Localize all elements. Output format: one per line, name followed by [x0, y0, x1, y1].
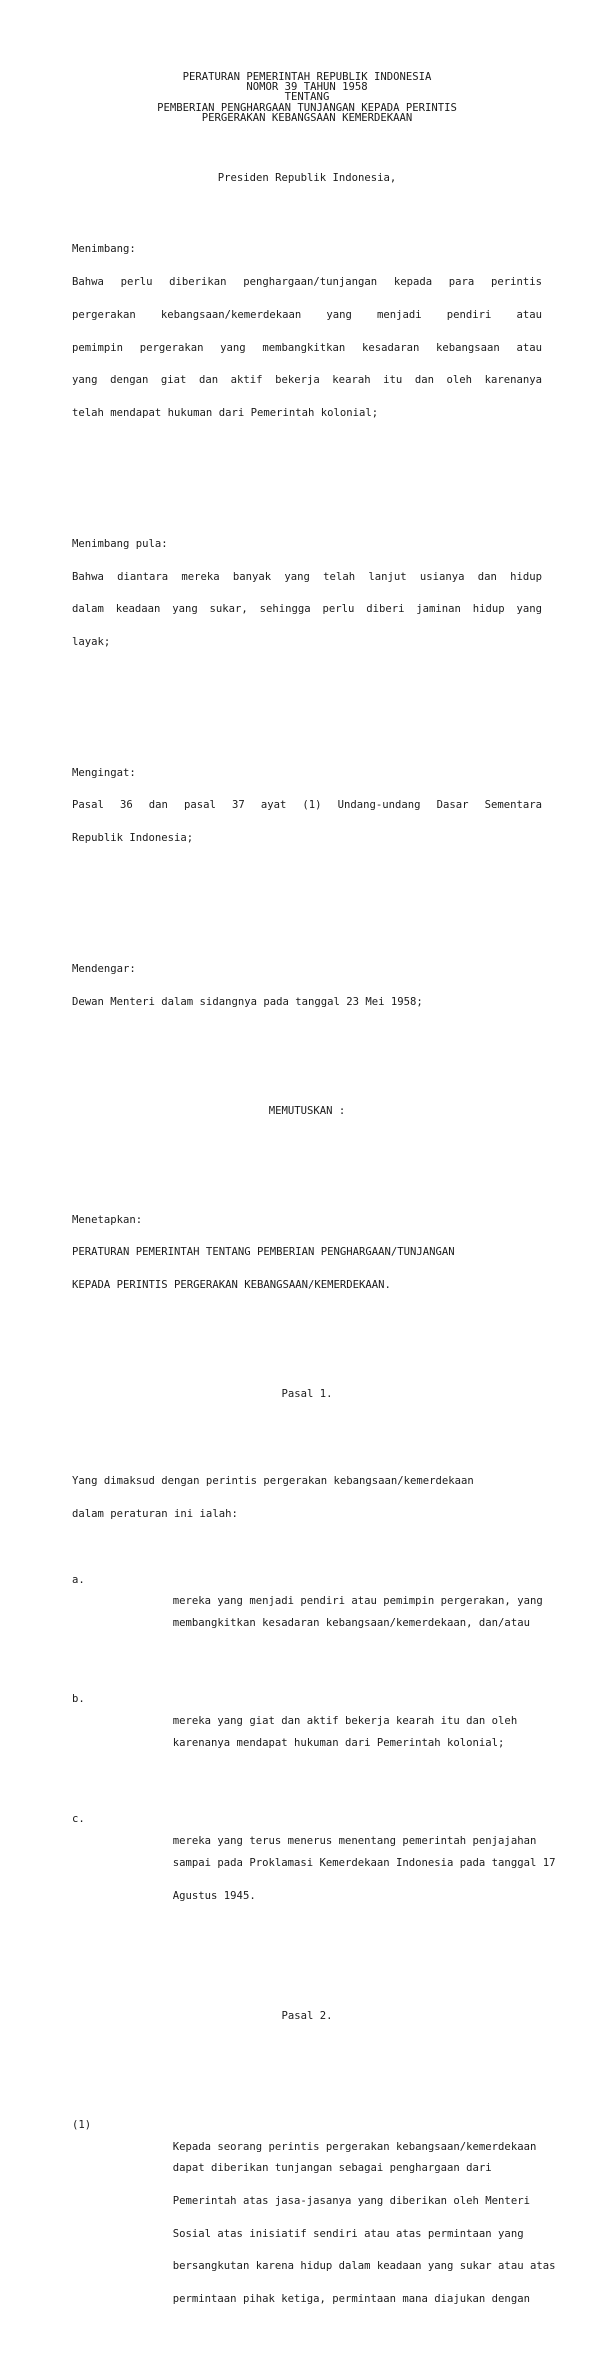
spacer	[72, 691, 542, 702]
spacer	[72, 1138, 542, 1149]
list-marker: b.	[72, 1693, 85, 1706]
list-item-line: bersangkutan karena hidup dalam keadaan yang sukar atau atas	[172, 2260, 556, 2273]
memutuskan-heading: MEMUTUSKAN :	[268, 1104, 346, 1117]
section-mendengar	[72, 942, 542, 1029]
list-item-line: membangkitkan kesadaran kebangsaan/kemerdekaan, dan/atau	[172, 1617, 530, 1630]
paragraph-line: KEPADA PERINTIS PERGERAKAN KEBANGSAAN/KEMERDEKAAN.	[72, 1279, 391, 1292]
section-menetapkan	[72, 1193, 542, 1313]
section-pasal-2	[72, 2076, 556, 2338]
paragraph-line: pergerakan kebangsaan/kemerdekaan yang menjadi pendiri atau	[72, 308, 542, 321]
spacer	[72, 1422, 542, 1433]
spacer	[72, 462, 542, 473]
section-label: Menetapkan:	[72, 1213, 143, 1226]
list-item-line: sampai pada Proklamasi Kemerdekaan Indonesia pada tanggal 17	[172, 1857, 556, 1870]
title-line: PERGERAKAN KEBANGSAAN KEMERDEKAAN	[201, 111, 413, 124]
list-item-line: karenanya mendapat hukuman dari Pemerintah kolonial;	[172, 1737, 505, 1750]
list-item-line: permintaan pihak ketiga, permintaan mana diajukan dengan	[172, 2293, 530, 2306]
spacer	[72, 1335, 542, 1346]
section-menimbang	[72, 223, 542, 441]
paragraph-line: Republik Indonesia;	[72, 832, 194, 845]
paragraph-line: yang dengan giat dan aktif bekerja kearah itu dan oleh karenanya	[72, 374, 542, 387]
pasal-1-heading: Pasal 1.	[281, 1388, 333, 1401]
list-item-line: mereka yang giat dan aktif bekerja kearah itu dan oleh	[172, 1715, 518, 1728]
title-line: PERATURAN PEMERINTAH REPUBLIK INDONESIA	[182, 71, 432, 83]
list-item-line: mereka yang terus menerus menentang pemerintah penjajahan	[172, 1835, 537, 1848]
title-line: PEMBERIAN PENGHARGAAN TUNJANGAN KEPADA PERINTIS	[157, 101, 457, 114]
section-mengingat	[72, 746, 542, 866]
list-marker: a.	[72, 1573, 85, 1586]
title-line: NOMOR 39 TAHUN 1958	[246, 81, 368, 94]
list-marker: (1)	[72, 2118, 92, 2131]
section-label: Mendengar:	[72, 963, 136, 975]
section-label: Menimbang:	[72, 243, 136, 256]
paragraph-line: layak;	[72, 635, 111, 648]
issuer-text: Presiden Republik Indonesia,	[217, 171, 397, 184]
spacer	[72, 888, 542, 899]
paragraph-line: Yang dimaksud dengan perintis pergerakan kebangsaan/kemerdekaan	[72, 1475, 474, 1488]
title-line: TENTANG	[284, 91, 330, 104]
spacer	[72, 2043, 542, 2054]
list-item-1	[72, 2098, 556, 2316]
list-item-line: Sosial atas inisiatif sendiri atau atas permintaan yang	[172, 2227, 524, 2240]
section-label: Mengingat:	[72, 766, 136, 779]
section-menimbang-pula	[72, 517, 542, 670]
section-label: Menimbang pula:	[72, 537, 168, 550]
list-item-line: Pemerintah atas jasa-jasanya yang diberikan oleh Menteri	[172, 2195, 530, 2208]
spacer	[72, 1051, 542, 1062]
spacer	[72, 1956, 542, 1967]
pasal-2-heading: Pasal 2.	[281, 2009, 333, 2022]
paragraph-line: dalam peraturan ini ialah:	[72, 1508, 238, 1521]
list-item-line: Kepada seorang perintis pergerakan kebangsaan/kemerdekaan	[172, 2140, 537, 2153]
list-item-line: mereka yang menjadi pendiri atau pemimpin pergerakan, yang	[172, 1595, 543, 1608]
paragraph-line: Bahwa perlu diberikan penghargaan/tunjangan kepada para perintis	[72, 276, 542, 289]
list-item-line: dapat diberikan tunjangan sebagai penghargaan dari	[172, 2162, 492, 2175]
list-marker: c.	[72, 1813, 85, 1826]
list-item-b	[72, 1673, 542, 1760]
paragraph-line: Pasal 36 dan pasal 37 ayat (1) Undang-undang Dasar Sementara	[72, 799, 542, 812]
section-pasal-1	[72, 1455, 556, 1935]
paragraph-line: Bahwa diantara mereka banyak yang telah lanjut usianya dan hidup	[72, 570, 542, 583]
list-item-line: Agustus 1945.	[172, 1889, 256, 1902]
document-title	[72, 72, 542, 123]
paragraph-line: telah mendapat hukuman dari Pemerintah kolonial;	[72, 406, 379, 419]
paragraph-line: dalam keadaan yang sukar, sehingga perlu diberi jaminan hidup yang	[72, 603, 542, 616]
paragraph-line: PERATURAN PEMERINTAH TENTANG PEMBERIAN PENGHARGAAN/TUNJANGAN	[72, 1246, 455, 1259]
list-item-c	[72, 1793, 556, 1913]
document-body	[72, 179, 556, 2370]
paragraph-line: pemimpin pergerakan yang membangkitkan kesadaran kebangsaan atau	[72, 341, 542, 354]
paragraph-line: Dewan Menteri dalam sidangnya pada tanggal 23 Mei 1958;	[72, 995, 423, 1008]
list-item-a	[72, 1553, 542, 1640]
